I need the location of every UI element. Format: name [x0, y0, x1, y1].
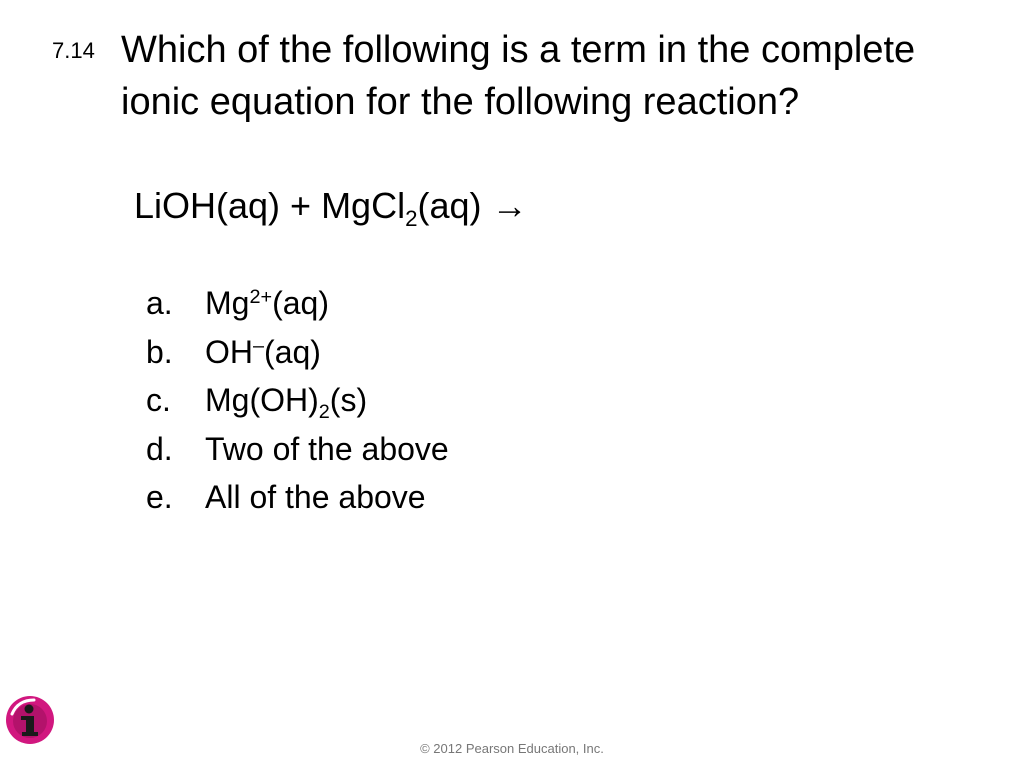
option-superscript: – [253, 334, 265, 357]
option-letter: b. [146, 333, 173, 370]
option-text: Two of the above [205, 430, 449, 467]
option-subscript: 2 [318, 400, 330, 423]
option-main: Mg [205, 285, 250, 321]
info-i-icon [4, 694, 56, 746]
copyright-footer: © 2012 Pearson Education, Inc. [420, 741, 604, 756]
question-line-2: ionic equation for the following reaction? [121, 81, 800, 123]
option-d[interactable] [146, 427, 449, 476]
option-main: OH [205, 333, 253, 370]
logo-i-dot [25, 705, 34, 714]
option-b[interactable] [146, 330, 449, 379]
option-letter: a. [146, 285, 173, 321]
option-text [205, 378, 367, 427]
option-rest: (aq) [272, 285, 329, 321]
question-number: 7.14 [52, 38, 95, 63]
option-main: Mg(OH) [205, 382, 319, 418]
option-rest: (s) [329, 382, 368, 418]
option-letter: e. [146, 479, 173, 515]
equation-part-1: LiOH(aq) + MgCl [134, 185, 406, 226]
answer-options [146, 281, 449, 524]
option-rest: (aq) [264, 333, 321, 370]
option-text: All of the above [205, 479, 426, 515]
equation-part-2: (aq) → [417, 185, 528, 226]
reaction-equation [134, 182, 528, 230]
option-letter: c. [146, 382, 171, 418]
option-c[interactable] [146, 378, 449, 427]
option-a[interactable] [146, 281, 449, 330]
option-text [205, 330, 321, 379]
equation-subscript: 2 [405, 205, 418, 231]
option-text [205, 281, 329, 330]
option-superscript: 2+ [249, 286, 273, 309]
question-line-1: Which of the following is a term in the complete [121, 29, 916, 71]
option-e[interactable] [146, 475, 449, 524]
option-letter: d. [146, 430, 173, 467]
question-text [121, 24, 1016, 128]
